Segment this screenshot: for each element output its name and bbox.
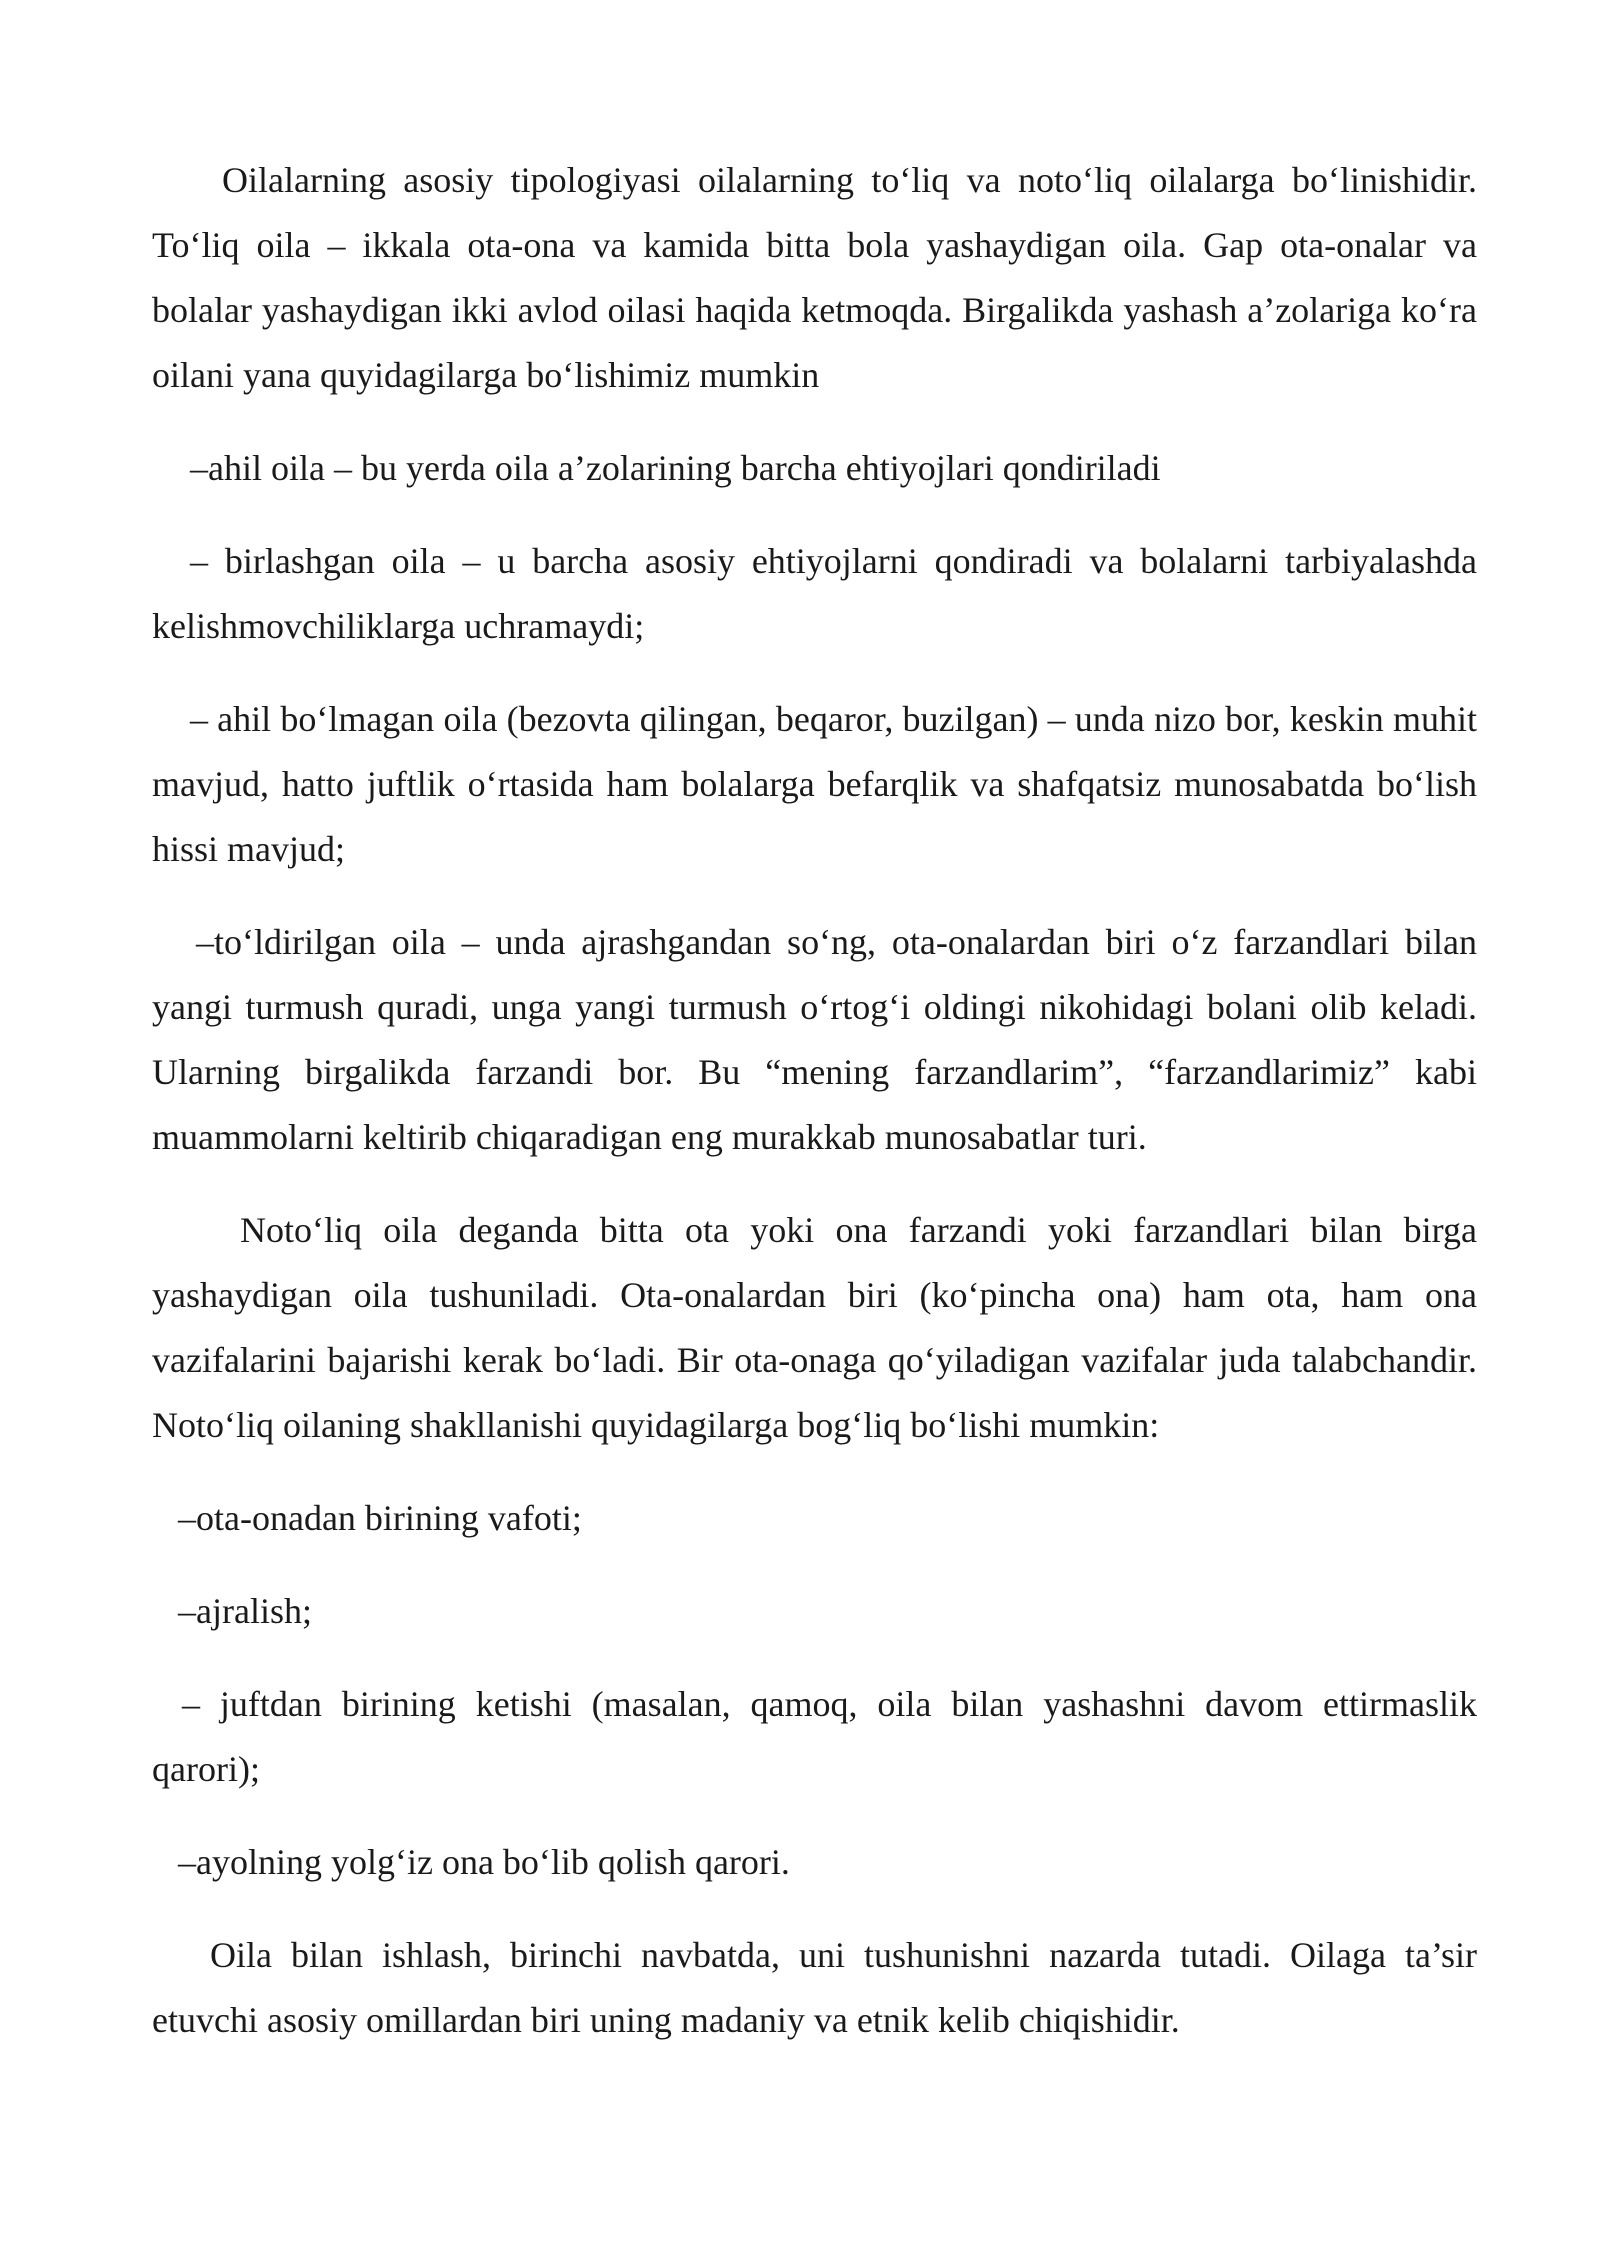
paragraph-family-typology: Oilalarning asosiy tipologiyasi oilalarning to‘liq va noto‘liq oilalarga bo‘linishidir. To‘liq oila – ikkala ota-ona va kamida bitta bola yashaydigan oila. Gap ota-onalar va bolalar yashaydigan ikki avlod oilasi haqida ketmoqda. Birgalikda yashash a’zolariga ko‘ra oilani yana quyidagilarga bo‘lishimiz mumkin bbox=[152, 160, 1477, 395]
list-item-harmonious-family: –ahil oila – bu yerda oila a’zolarining barcha ehtiyojlari qondiriladi bbox=[190, 448, 1161, 488]
list-item-partner-leaving: – juftdan birining ketishi (masalan, qamoq, oila bilan yashashni davom ettirmaslik qarori); bbox=[152, 1684, 1477, 1789]
list-item-disharmonious-family: – ahil bo‘lmagan oila (bezovta qilingan, beqaror, buzilgan) – unda nizo bor, keskin muhit mavjud, hatto juftlik o‘rtasida ham bolalarga befarqlik va shafqatsiz munosabatda bo‘lish hissi mavjud; bbox=[152, 699, 1477, 869]
list-item-united-family: – birlashgan oila – u barcha asosiy ehtiyojlarni qondiradi va bolalarni tarbiyalashda kelishmovchiliklarga uchramaydi; bbox=[152, 541, 1477, 646]
list-item-blended-family: –to‘ldirilgan oila – unda ajrashgandan so‘ng, ota-onalardan biri o‘z farzandlari bilan yangi turmush quradi, unga yangi turmush o‘rtog‘i oldingi nikohidagi bolani olib keladi. Ularning birgalikda farzandi bor. Bu “mening farzandlarim”, “farzandlarimiz” kabi muammolarni keltirib chiqaradigan eng murakkab munosabatlar turi. bbox=[152, 922, 1477, 1157]
paragraph-incomplete-family: Noto‘liq oila deganda bitta ota yoki ona farzandi yoki farzandlari bilan birga yashaydigan oila tushuniladi. Ota-onalardan biri (ko‘pincha ona) ham ota, ham ona vazifalarini bajarishi kerak bo‘ladi. Bir ota-onaga qo‘yiladigan vazifalar juda talabchandir. Noto‘liq oilaning shakllanishi quyidagilarga bog‘liq bo‘lishi mumkin: bbox=[152, 1210, 1477, 1445]
document-body bbox=[152, 148, 1477, 2053]
list-item-single-mother: –ayolning yolg‘iz ona bo‘lib qolish qarori. bbox=[178, 1842, 790, 1882]
list-item-parent-death: –ota-onadan birining vafoti; bbox=[178, 1498, 582, 1538]
list-item-divorce: –ajralish; bbox=[178, 1591, 312, 1631]
paragraph-working-with-family: Oila bilan ishlash, birinchi navbatda, uni tushunishni nazarda tutadi. Oilaga ta’sir etuvchi asosiy omillardan biri uning madaniy va etnik kelib chiqishidir. bbox=[152, 1935, 1477, 2040]
